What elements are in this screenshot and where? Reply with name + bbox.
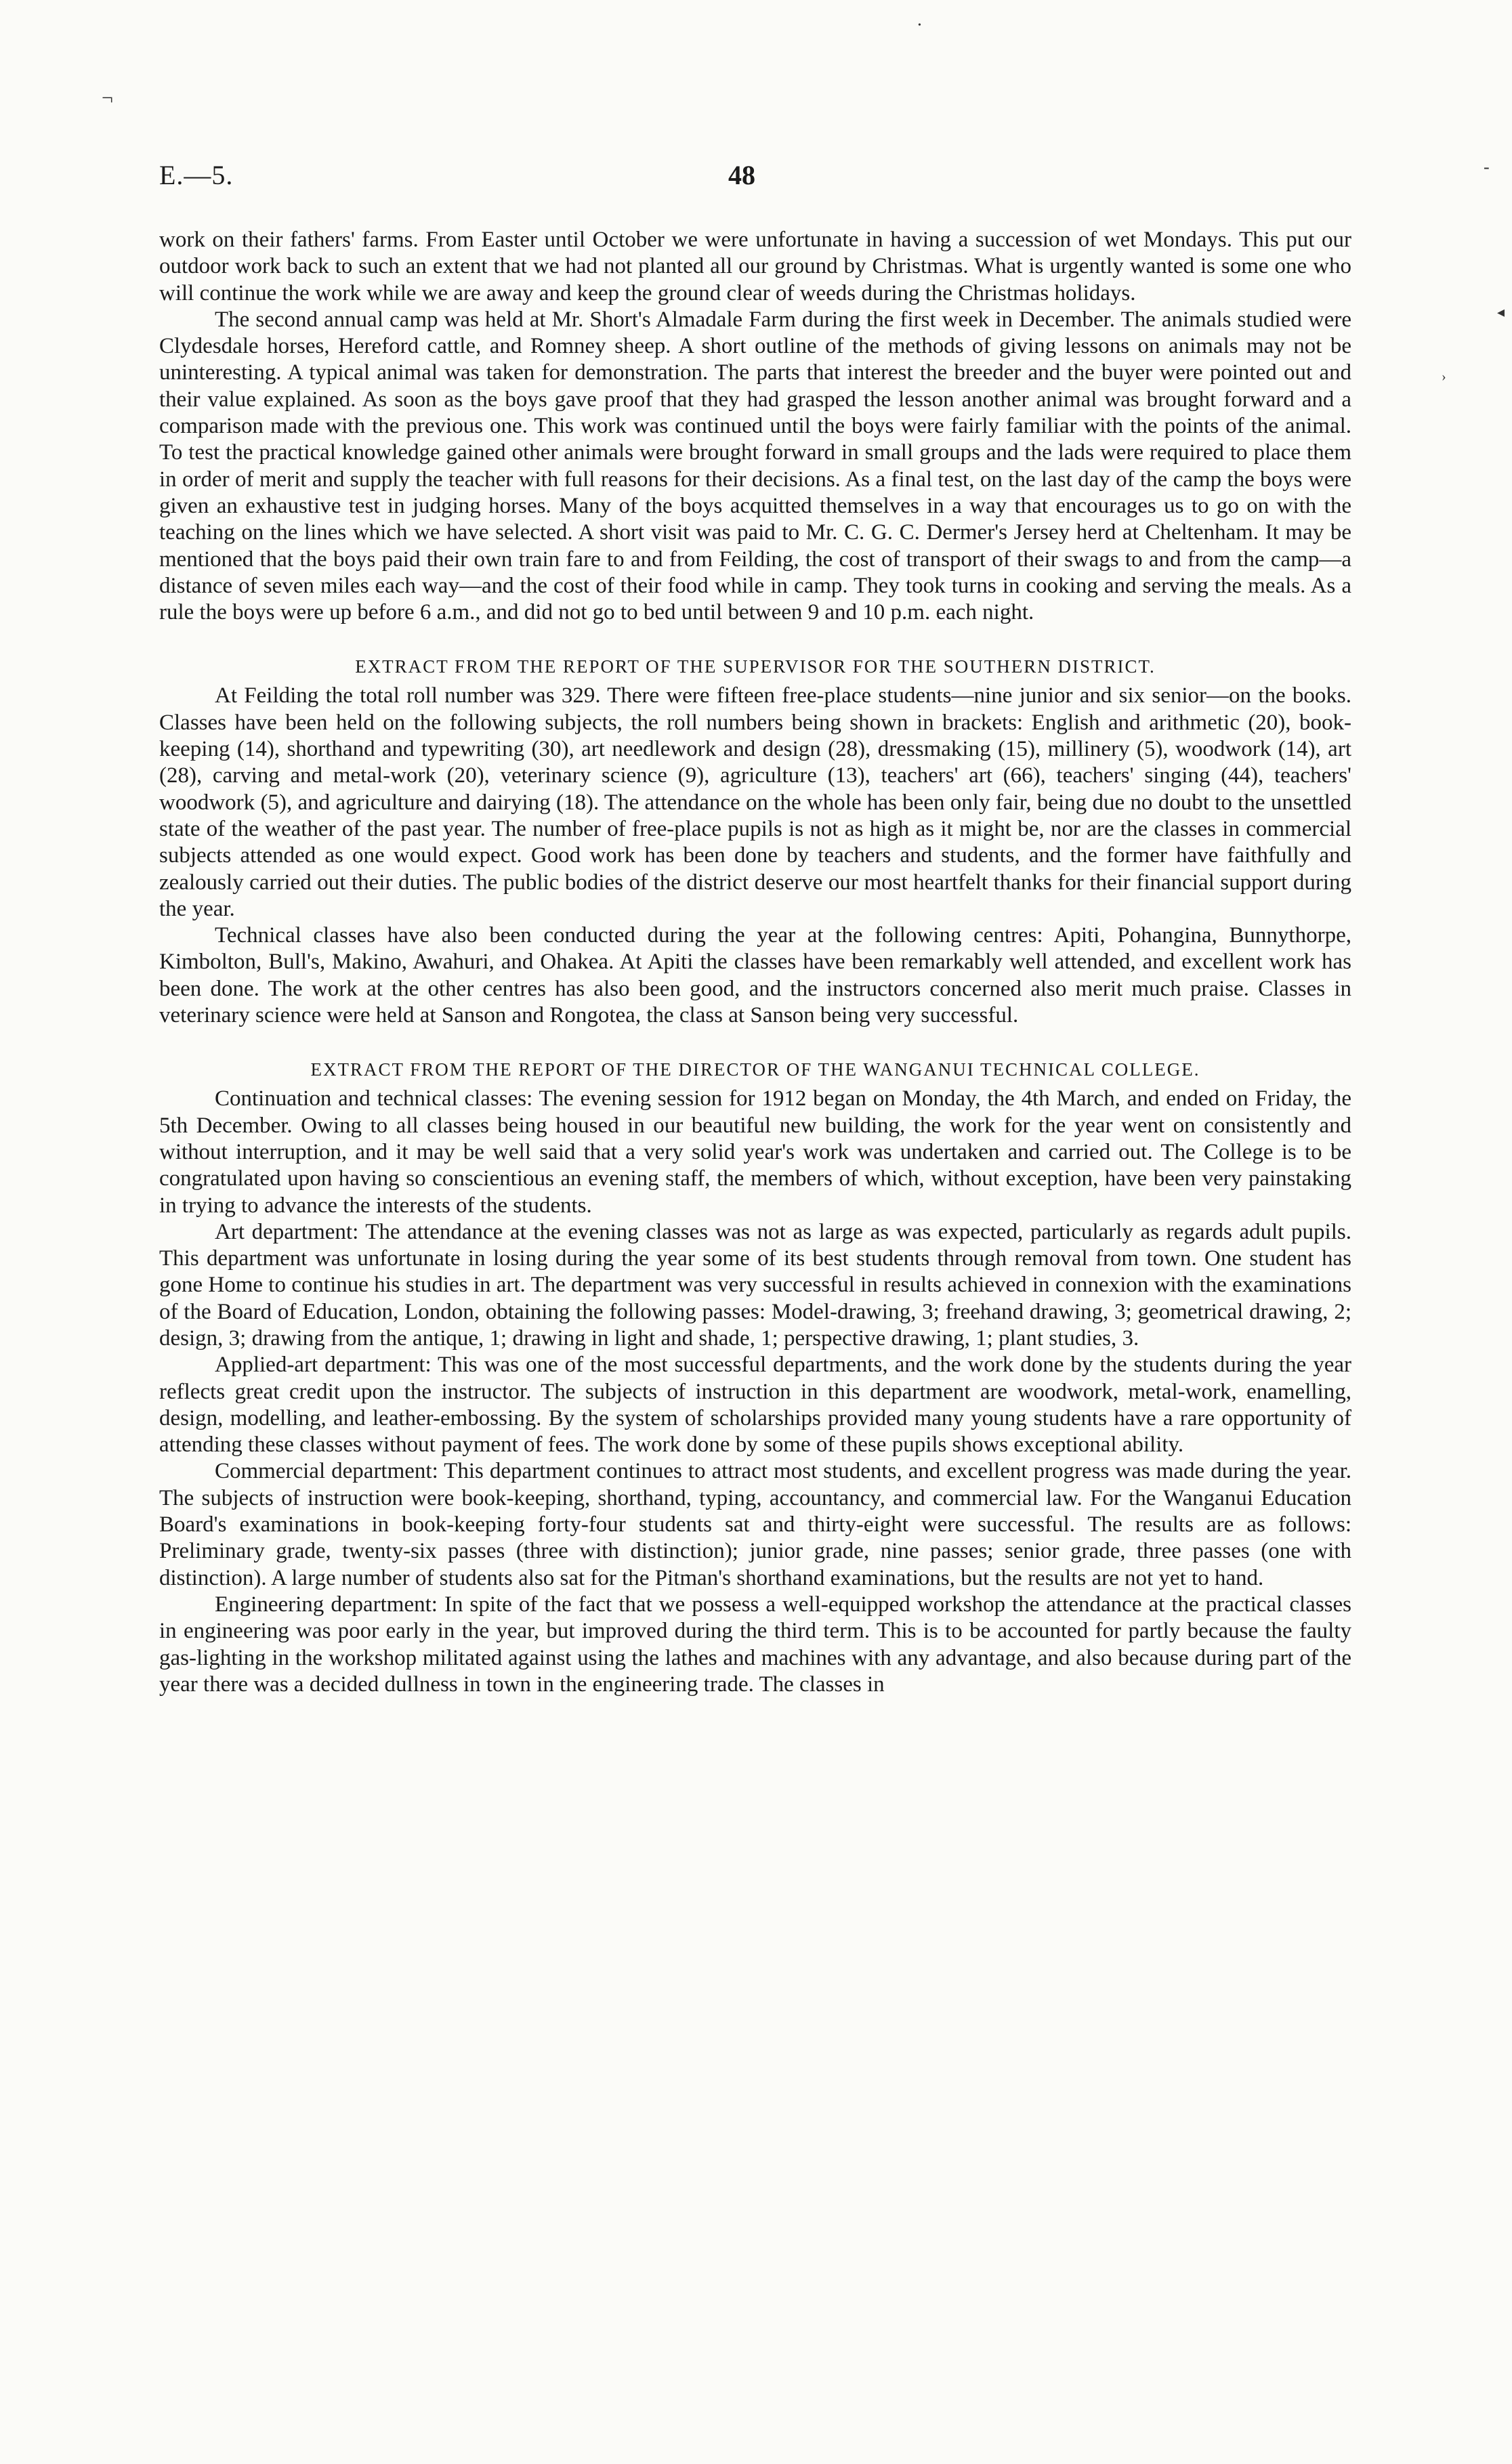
wanganui-paragraph: Commercial department: This department continues to attract most students, and excellent progress was made during the year. The subjects of instruction were book-keeping, shorthand, typing, accountancy, and commercial law. For the Wanganui Education Board's examinations in book-keeping forty-four students sat and thirty-eight were successful. The results are as follows: Preliminary grade, twenty-six passes (three with distinction); junior grade, nine passes; senior grade, three passes (one with distinction). A large number of students also sat for the Pitman's shorthand examinations, but the results are not yet to hand. — [159, 1459, 1351, 1590]
section-heading-wanganui: EXTRACT FROM THE REPORT OF THE DIRECTOR OF THE WANGANUI TECHNICAL COLLEGE. — [310, 1059, 1200, 1080]
section-heading-southern: EXTRACT FROM THE REPORT OF THE SUPERVISOR FOR THE SOUTHERN DISTRICT. — [355, 656, 1156, 677]
page-header — [159, 159, 1351, 200]
page-body — [159, 227, 1351, 1698]
southern-paragraph: Technical classes have also been conducted during the year at the following centres: Apiti, Pohangina, Bunnythorpe, Kimbolton, Bull's, Makino, Awahuri, and Ohakea. At Apiti the classes have been remarkably well attended, and excellent work has been done. The work at the other centres has also been good, and the instructors concerned also merit much praise. Classes in veterinary science were held at Sanson and Rongotea, the class at Sanson being very successful. — [159, 923, 1351, 1028]
scan-speck-mark: - — [1484, 157, 1490, 177]
page-number: 48 — [728, 160, 755, 190]
scan-speck-mark: ¬ — [102, 87, 113, 109]
document-reference: E.—5. — [159, 160, 234, 190]
southern-paragraph: At Feilding the total roll number was 329. There were fifteen free-place students—nine junior and six senior—on the books. Classes have been held on the following subjects, the roll numbers being shown in brackets: English and arithmetic (20), book-keeping (14), shorthand and typewriting (30), art needlework and design (28), dressmaking (15), millinery (5), woodwork (14), art (28), carving and metal-work (20), veterinary science (9), agriculture (13), teachers' art (66), teachers' singing (44), teachers' woodwork (5), and agriculture and dairying (18). The attendance on the whole has been only fair, being due no doubt to the unsettled state of the weather of the past year. The number of free-place pupils is not as high as it might be, nor are the classes in commercial subjects attended as one would expect. Good work has been done by teachers and students, and the former have faithfully and zealously carried out their duties. The public bodies of the district deserve our most heartfelt thanks for their financial support during the year. — [159, 683, 1351, 921]
wanganui-paragraph: Continuation and technical classes: The evening session for 1912 began on Monday, the 4th March, and ended on Friday, the 5th December. Owing to all classes being housed in our beautiful new building, the work for the year went on consistently and without interruption, and it may be well said that a very solid year's work was undertaken and carried out. The College is to be congratulated upon having so conscientious an evening staff, the members of which, without exception, have been very painstaking in trying to advance the interests of the students. — [159, 1086, 1351, 1218]
intro-paragraph: work on their fathers' farms. From Easter until October we were unfortunate in having a succession of wet Mondays. This put our outdoor work back to such an extent that we had not planted all our ground by Christmas. What is urgently wanted is some one who will continue the work while we are away and keep the ground clear of weeds during the Christmas holidays. — [159, 228, 1351, 305]
scan-speck-mark: › — [1442, 369, 1446, 384]
wanganui-paragraph: Engineering department: In spite of the fact that we possess a well-equipped workshop the attendance at the practical classes in engineering was poor early in the year, but improved during the third term. This is to be accounted for partly because the faulty gas-lighting in the workshop militated against using the lathes and machines with any advantage, and also because during part of the year there was a decided dullness in town in the engineering trade. The classes in — [159, 1592, 1351, 1697]
intro-paragraph: The second annual camp was held at Mr. Short's Almadale Farm during the first week in December. The animals studied were Clydesdale horses, Hereford cattle, and Romney sheep. A short outline of the methods of giving lessons on animals may not be uninteresting. A typical animal was taken for demonstration. The parts that interest the breeder and the buyer were pointed out and their value explained. As soon as the boys gave proof that they had grasped the lesson another animal was brought forward and a comparison made with the previous one. This work was continued until the boys were fairly familiar with the points of the animal. To test the practical knowledge gained other animals were brought forward in small groups and the lads were required to place them in order of merit and supply the teacher with full reasons for their decisions. As a final test, on the last day of the camp the boys were given an exhaustive test in judging horses. Many of the boys acquitted themselves in a way that encourages us to go on with the teaching on the lines which we have selected. A short visit was paid to Mr. C. G. C. Dermer's Jersey herd at Cheltenham. It may be mentioned that the boys paid their own train fare to and from Feilding, the cost of transport of their swags to and from the camp—a distance of seven miles each way—and the cost of their food while in camp. They took turns in cooking and serving the meals. As a rule the boys were up before 6 a.m., and did not go to bed until between 9 and 10 p.m. each night. — [159, 307, 1351, 625]
wanganui-paragraph: Art department: The attendance at the evening classes was not as large as was expected, particularly as regards adult pupils. This department was unfortunate in losing during the year some of its best students through removal from town. One student has gone Home to continue his studies in art. The department was very successful in results achieved in connexion with the examinations of the Board of Education, London, obtaining the following passes: Model-drawing, 3; freehand drawing, 3; geometrical drawing, 2; design, 3; drawing from the antique, 1; drawing in light and shade, 1; perspective drawing, 1; plant studies, 3. — [159, 1219, 1351, 1351]
wanganui-paragraph: Applied-art department: This was one of the most successful departments, and the work done by the students during the year reflects great credit upon the instructor. The subjects of instruction in this department are woodwork, metal-work, enamelling, design, modelling, and leather-embossing. By the system of scholarships provided many young students have a rare opportunity of attending these classes without payment of fees. The work done by some of these pupils shows exceptional ability. — [159, 1353, 1351, 1458]
scan-speck-mark: • — [918, 20, 921, 30]
scan-speck-mark: ◂ — [1497, 303, 1505, 320]
